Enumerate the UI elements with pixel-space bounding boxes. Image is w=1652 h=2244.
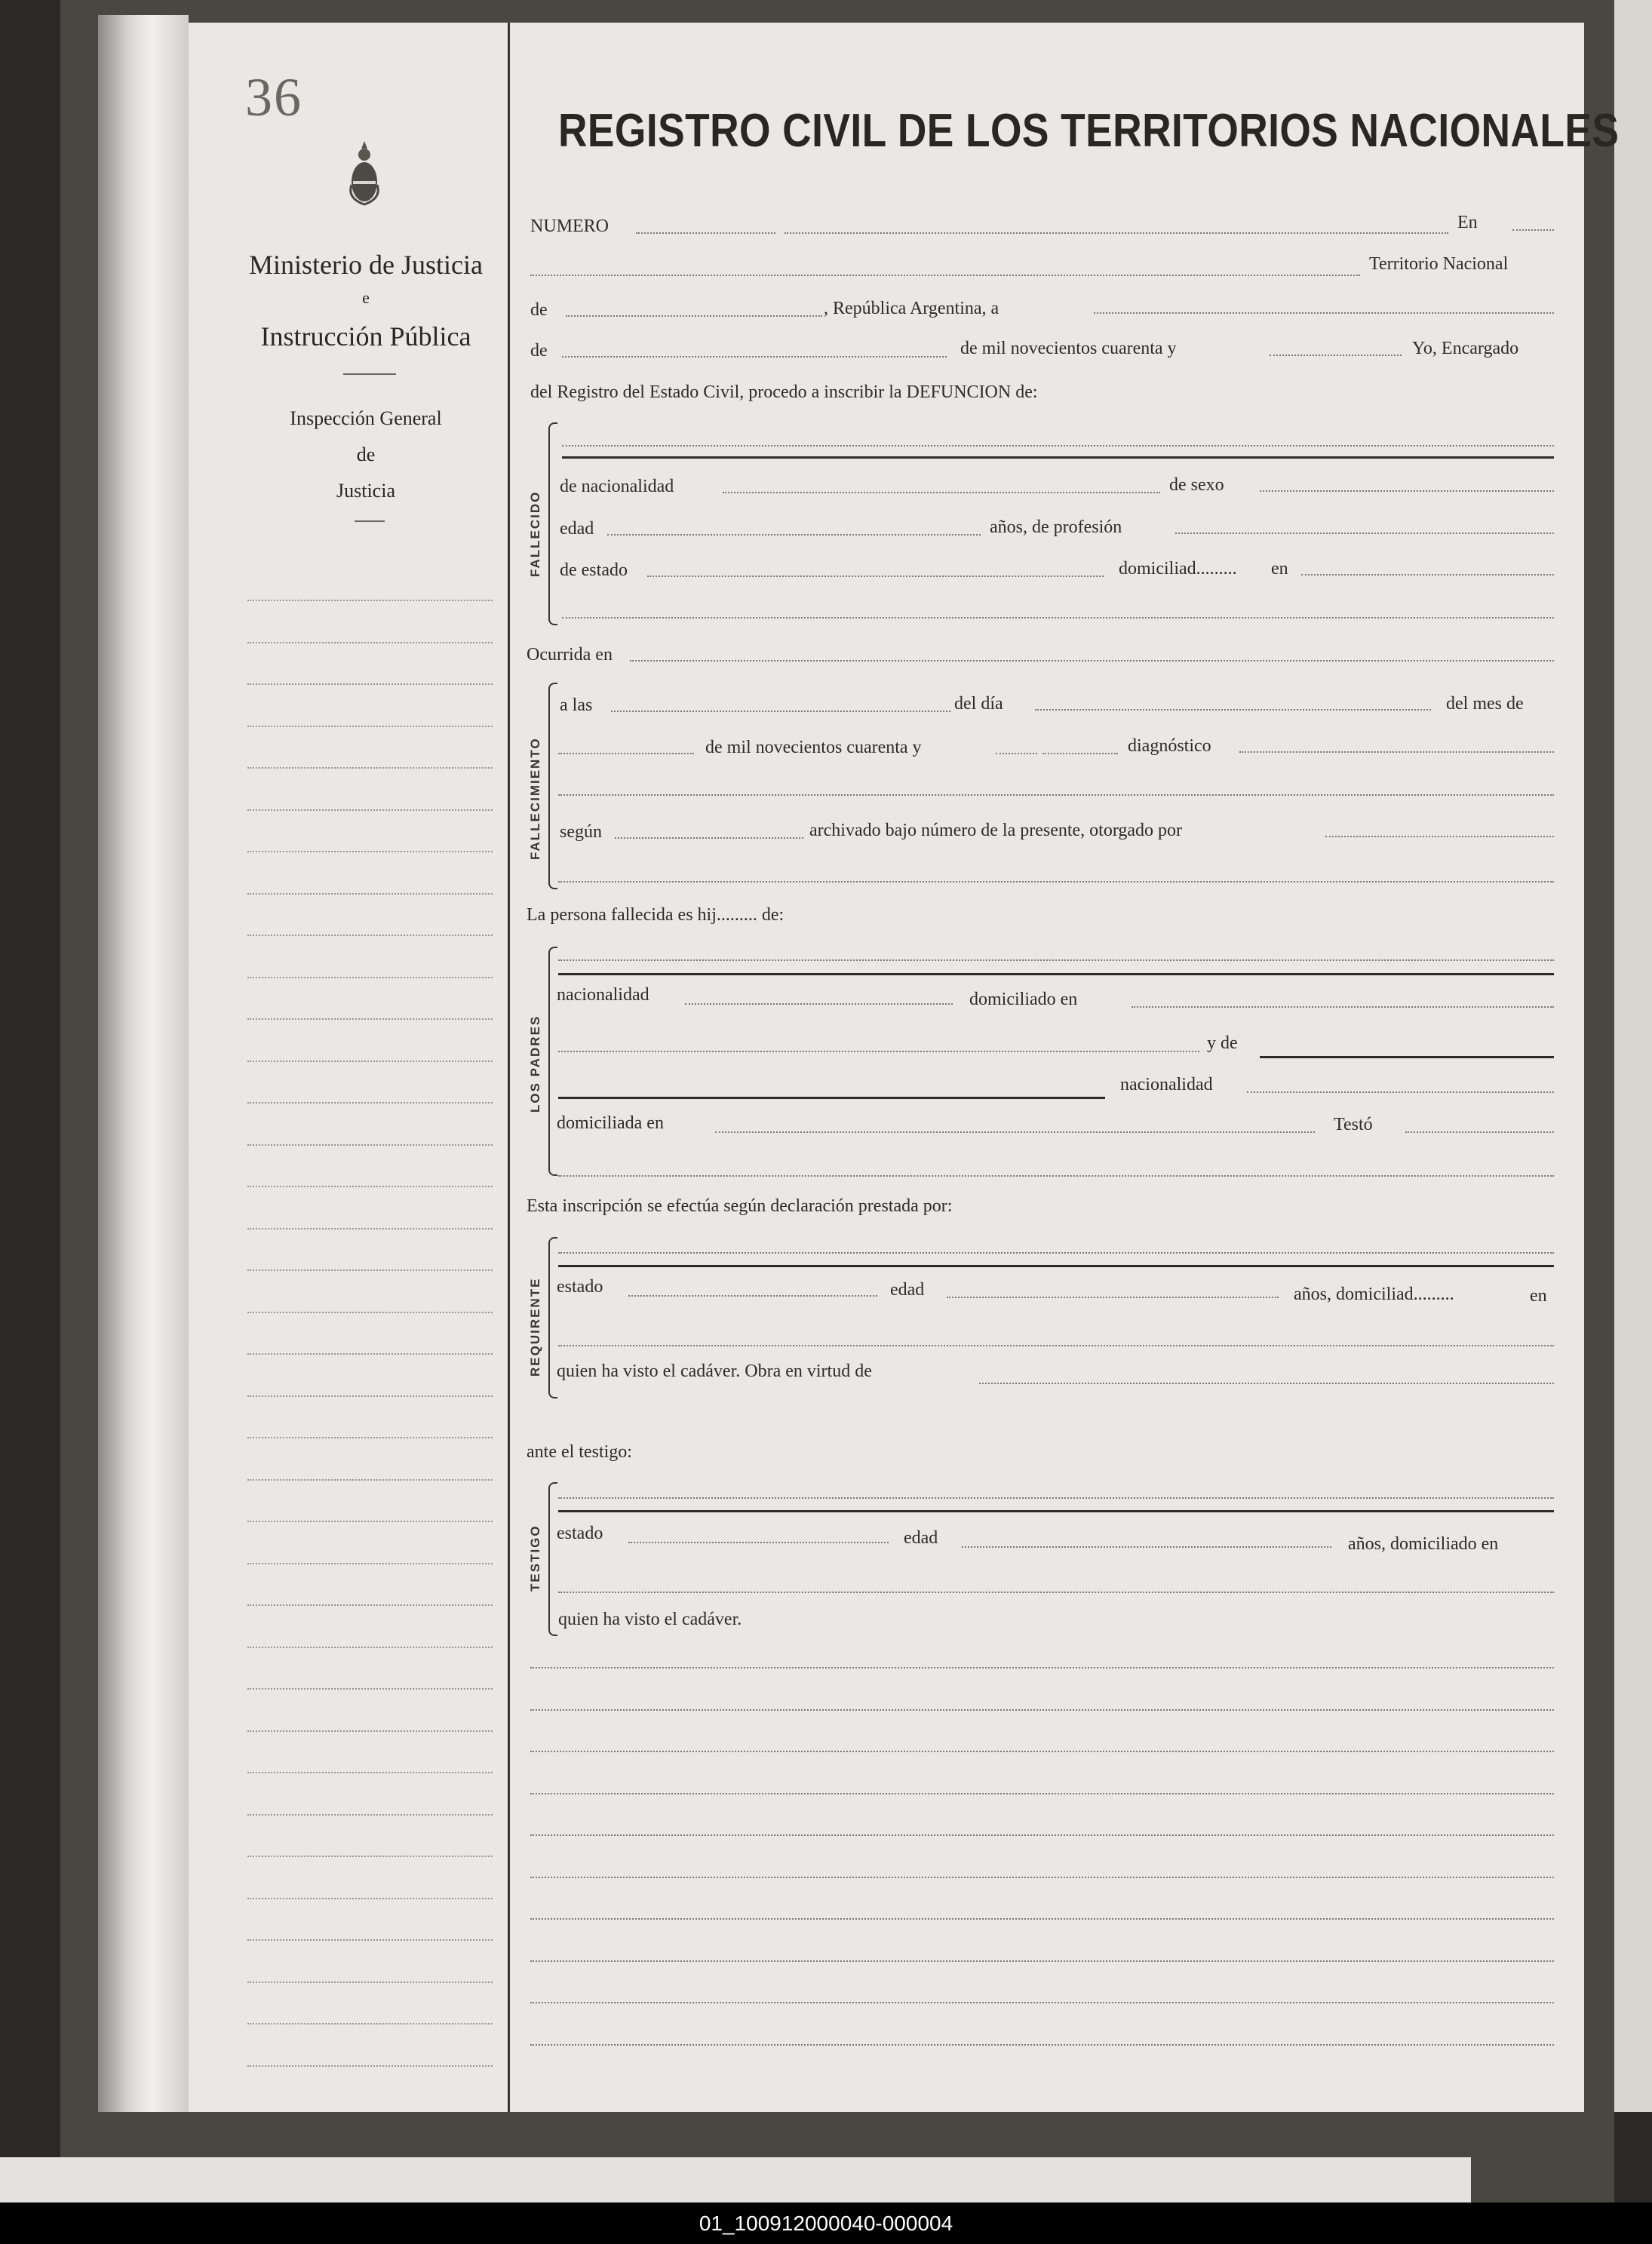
fill-line <box>558 1252 1554 1254</box>
domiciliado-label: domiciliad......... <box>1119 559 1237 579</box>
bottom-strip <box>0 2157 1471 2203</box>
section-brace <box>548 422 557 625</box>
fill-line <box>1260 490 1554 492</box>
ruled-line <box>530 1877 1554 1878</box>
de-label: de <box>530 341 548 361</box>
yo-label: Yo, Encargado <box>1412 339 1519 358</box>
margin-ruled-line <box>247 642 493 643</box>
margin-ruled-line <box>247 1061 493 1062</box>
ante-testigo-label: ante el testigo: <box>527 1442 632 1462</box>
inspection-line2: de <box>356 444 376 465</box>
fill-line <box>558 881 1554 883</box>
margin-ruled-line <box>247 1186 493 1187</box>
fill-line <box>715 1131 1315 1133</box>
ruled-line <box>530 1709 1554 1711</box>
fill-line <box>558 753 694 754</box>
name-line <box>558 1097 1105 1099</box>
ruled-line <box>530 1918 1554 1920</box>
fill-line <box>558 1175 1554 1177</box>
margin-ruled-line <box>247 1688 493 1690</box>
nacionalidad-label: nacionalidad <box>557 985 649 1005</box>
section-brace <box>548 1482 557 1636</box>
section-brace <box>548 683 557 889</box>
section-brace <box>548 947 557 1176</box>
fill-line <box>615 837 803 839</box>
margin-rule <box>355 520 385 522</box>
fill-line <box>558 1051 1199 1052</box>
archivado-label: archivado bajo número de la presente, otorgado por <box>809 821 1183 840</box>
margin-ruled-line <box>247 1479 493 1481</box>
fill-line <box>630 660 1554 662</box>
margin-ruled-line <box>247 2065 493 2067</box>
ministry-line1: Ministerio de Justicia <box>249 250 483 280</box>
ruled-line <box>530 1834 1554 1836</box>
ruled-line <box>530 1751 1554 1752</box>
requirente-label: REQUIRENTE <box>528 1277 542 1377</box>
de-label: de <box>530 300 548 320</box>
ruled-line <box>530 1667 1554 1668</box>
margin-ruled-line <box>247 1604 493 1606</box>
margin-ruled-line <box>247 1647 493 1648</box>
anos-label: años, domiciliad......... <box>1294 1285 1454 1304</box>
margin-rule <box>343 373 396 375</box>
ministry-connector: e <box>362 288 370 307</box>
ministry-line2: Instrucción Pública <box>260 321 471 351</box>
fill-line <box>530 275 1360 276</box>
margin-ruled-line <box>247 1102 493 1104</box>
anos-label: años, domiciliado en <box>1348 1534 1499 1554</box>
fill-line <box>1301 574 1554 576</box>
fill-line <box>607 534 981 536</box>
republica-label: , República Argentina, a <box>824 299 999 318</box>
image-id-footer: 01_100912000040-000004 <box>0 2203 1652 2244</box>
fill-line <box>636 232 775 234</box>
fill-line <box>947 1297 1279 1298</box>
fill-line <box>558 1592 1554 1593</box>
estado-label: estado <box>557 1277 603 1297</box>
nacionalidad-label: nacionalidad <box>1120 1075 1213 1094</box>
en-label: en <box>1271 559 1288 579</box>
quien-label: quien ha visto el cadáver. <box>558 1610 742 1629</box>
name-line <box>562 456 1554 459</box>
testo-label: Testó <box>1334 1115 1373 1134</box>
domiciliado-label: domiciliado en <box>969 990 1078 1009</box>
fill-line <box>1270 355 1402 356</box>
fill-line <box>1325 836 1554 837</box>
margin-ruled-line <box>247 1437 493 1438</box>
margin-ruled-line <box>247 1521 493 1522</box>
mil-label: de mil novecientos cuarenta y <box>960 339 1177 358</box>
fill-line <box>979 1383 1554 1384</box>
margin-ruled-line <box>247 1144 493 1146</box>
fill-line <box>566 315 822 317</box>
fill-line <box>1094 312 1554 314</box>
margin-ruled-line <box>247 1353 493 1355</box>
estado-label: estado <box>557 1524 603 1543</box>
del-dia-label: del día <box>954 694 1003 714</box>
name-line <box>1260 1056 1554 1058</box>
fill-line <box>1512 229 1554 231</box>
fill-line <box>628 1542 889 1543</box>
fill-line <box>1405 1131 1554 1133</box>
inspection-line3: Justicia <box>336 480 395 502</box>
name-line <box>558 1510 1554 1512</box>
fill-line <box>647 576 1104 577</box>
margin-ruled-line <box>247 1730 493 1732</box>
margin-ruled-line <box>247 1228 493 1229</box>
edad-label: edad <box>890 1280 925 1300</box>
ruled-line <box>530 2044 1554 2046</box>
margin-ruled-line <box>247 977 493 978</box>
margin-ruled-line <box>247 767 493 769</box>
en-label: en <box>1530 1286 1547 1306</box>
page-number: 36 <box>245 67 302 127</box>
margin-ruled-line <box>247 1939 493 1941</box>
territorio-label: Territorio Nacional <box>1369 254 1509 274</box>
fill-line <box>628 1295 877 1297</box>
margin-ruled-line <box>247 1563 493 1564</box>
registro-label: del Registro del Estado Civil, procedo a inscribir la DEFUNCION de: <box>530 382 1038 402</box>
fill-line <box>1132 1006 1554 1008</box>
margin-ruled-line <box>247 600 493 601</box>
persona-hija-label: La persona fallecida es hij......... de: <box>527 905 785 925</box>
margin-ruled-line <box>247 893 493 895</box>
fill-line <box>1035 709 1431 711</box>
edad-label: edad <box>904 1528 938 1548</box>
fill-line <box>962 1546 1331 1548</box>
padres-label: LOS PADRES <box>528 1015 542 1113</box>
quien-label: quien ha visto el cadáver. Obra en virtud de <box>557 1361 872 1381</box>
fill-line <box>562 617 1554 619</box>
estado-label: de estado <box>560 560 628 580</box>
fallecido-label: FALLECIDO <box>528 490 542 577</box>
margin-ruled-line <box>247 2023 493 2025</box>
margin-ruled-line <box>247 726 493 727</box>
fill-line <box>785 232 1448 234</box>
nacionalidad-label: de nacionalidad <box>560 477 674 496</box>
fill-line <box>1175 533 1554 534</box>
fill-line <box>562 356 947 358</box>
name-line <box>558 973 1554 975</box>
sexo-label: de sexo <box>1169 475 1224 495</box>
domiciliada-label: domiciliada en <box>557 1113 664 1133</box>
fill-line <box>558 794 1554 796</box>
fill-line <box>562 445 1554 447</box>
margin-ruled-line <box>247 1898 493 1899</box>
segun-label: según <box>560 822 602 842</box>
numero-label: NUMERO <box>530 216 610 236</box>
margin-ruled-line <box>247 1312 493 1313</box>
a-las-label: a las <box>560 695 593 715</box>
fill-line <box>1247 1091 1554 1093</box>
margin-ruled-line <box>247 1269 493 1271</box>
profesion-label: años, de profesión <box>990 517 1122 537</box>
fill-line <box>996 753 1037 754</box>
fill-line <box>1239 751 1554 753</box>
margin-ruled-line <box>247 1395 493 1397</box>
fill-line <box>558 1497 1554 1499</box>
margin-ruled-line <box>247 1856 493 1857</box>
fill-line <box>611 711 950 712</box>
ruled-line <box>530 2002 1554 2003</box>
margin-ruled-line <box>247 1772 493 1773</box>
fallecimiento-label: FALLECIMIENTO <box>528 737 542 860</box>
margin-ruled-line <box>247 851 493 852</box>
inspection-line1: Inspección General <box>290 407 442 429</box>
inscripcion-label: Esta inscripción se efectúa según declaración prestada por: <box>527 1196 953 1216</box>
margin-ruled-line <box>247 935 493 936</box>
del-mes-label: del mes de <box>1446 694 1524 714</box>
fill-line <box>685 1003 953 1005</box>
fill-line <box>558 959 1554 961</box>
testigo-label: TESTIGO <box>528 1524 542 1592</box>
page-title: REGISTRO CIVIL DE LOS TERRITORIOS NACIONALES <box>558 105 1620 157</box>
margin-ruled-line <box>247 1018 493 1020</box>
right-page-edge <box>1614 0 1652 2112</box>
mil-label: de mil novecientos cuarenta y <box>705 738 922 757</box>
fill-line <box>723 492 1160 493</box>
margin-ruled-line <box>247 809 493 811</box>
margin-ruled-line <box>247 683 493 685</box>
y-de-label: y de <box>1207 1033 1238 1053</box>
book-spine <box>98 15 189 2112</box>
fill-line <box>1042 753 1118 754</box>
diagnostico-label: diagnóstico <box>1128 736 1211 756</box>
ocurrida-label: Ocurrida en <box>527 645 613 665</box>
ruled-line <box>530 1793 1554 1794</box>
margin-ruled-line <box>247 1814 493 1816</box>
margin-ruled-line <box>247 1982 493 1983</box>
ruled-line <box>530 1960 1554 1962</box>
national-crest-icon <box>349 140 380 207</box>
fill-line <box>558 1345 1554 1346</box>
edad-label: edad <box>560 519 594 539</box>
en-label: En <box>1457 213 1478 232</box>
name-line <box>558 1265 1554 1267</box>
